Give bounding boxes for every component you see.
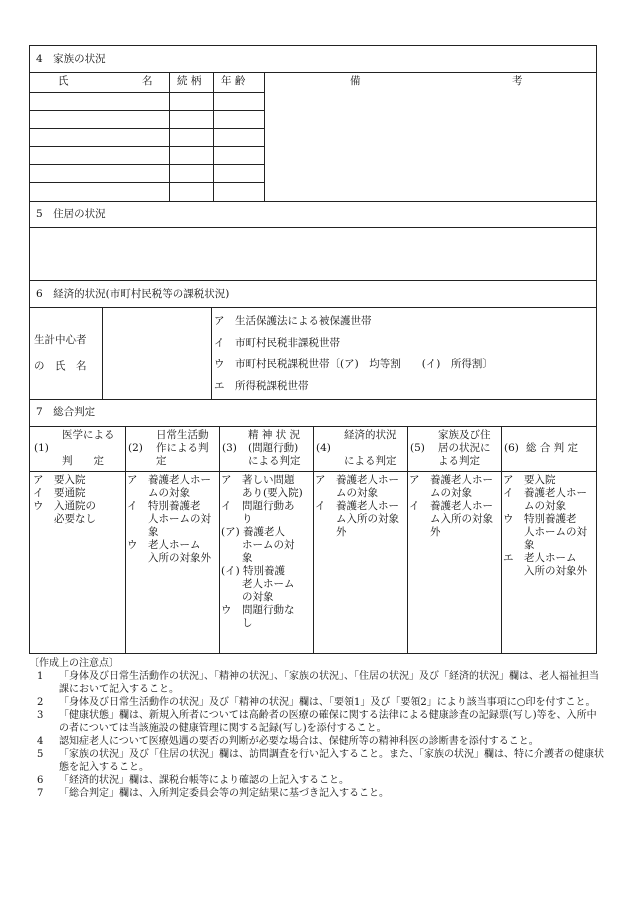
divider bbox=[30, 201, 596, 202]
judgment-col1-number: (1) bbox=[34, 442, 49, 454]
note-text: 「身体及び日常生活動作の状況」、「精神の状況」、「家族の状況」、「住居の状況」及び「経済的状況」欄は、老人福祉担当課において記入すること。 bbox=[59, 671, 599, 695]
economic-option-b[interactable]: イ 市町村民税非課税世帯 bbox=[214, 337, 340, 349]
divider bbox=[30, 182, 264, 183]
family-row-name[interactable] bbox=[34, 94, 164, 108]
divider bbox=[30, 307, 596, 308]
divider bbox=[30, 280, 596, 281]
divider bbox=[102, 307, 103, 399]
judgment-col6-number: (6) bbox=[504, 442, 519, 454]
judgment-col6-head: 総 合 判 定 bbox=[526, 442, 579, 454]
note-item bbox=[29, 774, 604, 787]
judgment-section-title: 7 総合判定 bbox=[36, 406, 96, 418]
header-remarks-a: 備 bbox=[350, 75, 361, 87]
header-age: 年 齢 bbox=[221, 75, 246, 87]
note-number: 6 bbox=[37, 775, 44, 786]
economic-name-input[interactable] bbox=[106, 310, 208, 396]
note-item bbox=[29, 735, 604, 748]
family-row-age[interactable] bbox=[217, 112, 261, 126]
divider bbox=[219, 426, 220, 653]
note-text: 「経済的状況」欄は、課税台帳等により確認の上記入すること。 bbox=[59, 775, 349, 786]
economic-label-line1: 生計中心者 bbox=[34, 334, 87, 346]
judgment-col5-options: ア 養護老人ホー ムの対象 イ 養護老人ホー ム入所の対象 外 bbox=[409, 474, 493, 538]
divider bbox=[211, 307, 212, 399]
note-item bbox=[29, 696, 604, 709]
family-row-age[interactable] bbox=[217, 184, 261, 198]
note-number: 3 bbox=[37, 710, 44, 721]
judgment-col4-number: (4) bbox=[316, 442, 331, 454]
economic-section-title: 6 経済的状況(市町村民税等の課税状況) bbox=[36, 288, 230, 300]
notes-section bbox=[29, 657, 604, 800]
form-frame bbox=[29, 45, 597, 654]
note-number: 2 bbox=[37, 697, 44, 708]
judgment-col2-head: 定 bbox=[156, 455, 167, 467]
family-row-age[interactable] bbox=[217, 130, 261, 144]
note-text: 「健康状態」欄は、新規入所者については高齢者の医療の確保に関する法律による健康診査の記録票(写し)等を、入所中の者については当該施設の健康管理に関する記録(写し)を添付すること。 bbox=[59, 710, 597, 734]
family-row-relation[interactable] bbox=[173, 130, 209, 144]
divider bbox=[30, 146, 264, 147]
family-row-name[interactable] bbox=[34, 112, 164, 126]
note-number: 4 bbox=[37, 736, 44, 747]
notes-title: 〔作成上の注意点〕 bbox=[29, 658, 119, 669]
judgment-col4-head: 経済的状況 bbox=[344, 429, 397, 441]
divider bbox=[313, 426, 314, 653]
judgment-col2-head: 作による判 bbox=[156, 442, 209, 454]
economic-option-a[interactable]: ア 生活保護法による被保護世帯 bbox=[214, 315, 372, 327]
note-number: 5 bbox=[37, 749, 44, 760]
judgment-col5-head: よる判定 bbox=[438, 455, 480, 467]
divider bbox=[30, 399, 596, 400]
note-text: 「家族の状況」及び「住居の状況」欄は、訪問調査を行い記入すること。また、「家族の状況」欄は、特に介護者の健康状態を記入すること。 bbox=[59, 749, 604, 773]
economic-label-line2: の 氏 名 bbox=[34, 360, 87, 372]
note-text: 「身体及び日常生活動作の状況」及び「精神の状況」欄は、「要領1」及び「要領2」により該当事項に○印を付すこと。 bbox=[59, 697, 596, 708]
judgment-col3-head: による判定 bbox=[248, 455, 301, 467]
residence-section-title: 5 住居の状況 bbox=[36, 208, 106, 220]
divider bbox=[30, 110, 264, 111]
family-row-age[interactable] bbox=[217, 148, 261, 162]
judgment-col3-head: (問題行動) bbox=[248, 442, 299, 454]
judgment-col5-head: 居の状況に bbox=[438, 442, 491, 454]
family-row-name[interactable] bbox=[34, 130, 164, 144]
judgment-col1-head: 判 定 bbox=[62, 455, 104, 467]
judgment-col3-number: (3) bbox=[222, 442, 237, 454]
judgment-col6-options: ア 要入院 イ 養護老人ホー ムの対象 ウ 特別養護老 人ホームの対 象 エ 老人ホーム 入所の対象外 bbox=[503, 474, 587, 577]
note-item bbox=[29, 709, 604, 735]
divider bbox=[30, 92, 264, 93]
family-row-age[interactable] bbox=[217, 94, 261, 108]
judgment-col5-head: 家族及び住 bbox=[438, 429, 491, 441]
note-number: 7 bbox=[37, 788, 44, 799]
judgment-col4-head: による判定 bbox=[344, 455, 397, 467]
divider bbox=[30, 128, 264, 129]
family-row-relation[interactable] bbox=[173, 166, 209, 180]
note-item bbox=[29, 670, 604, 696]
judgment-col5-number: (5) bbox=[410, 442, 425, 454]
family-row-relation[interactable] bbox=[173, 184, 209, 198]
judgment-col2-number: (2) bbox=[128, 442, 143, 454]
family-row-name[interactable] bbox=[34, 184, 164, 198]
header-remarks-b: 考 bbox=[512, 75, 523, 87]
family-row-name[interactable] bbox=[34, 166, 164, 180]
header-name-a: 氏 bbox=[58, 75, 69, 87]
economic-option-d[interactable]: エ 所得税課税世帯 bbox=[214, 380, 309, 392]
family-row-name[interactable] bbox=[34, 148, 164, 162]
family-section-title: 4 家族の状況 bbox=[36, 53, 106, 65]
judgment-col1-head: 医学による bbox=[62, 429, 115, 441]
family-row-relation[interactable] bbox=[173, 94, 209, 108]
judgment-col2-options: ア 養護老人ホー ムの対象 イ 特別養護老 人ホームの対 象 ウ 老人ホーム 入所の対象外 bbox=[127, 474, 211, 564]
family-row-relation[interactable] bbox=[173, 112, 209, 126]
divider bbox=[125, 426, 126, 653]
divider bbox=[501, 426, 502, 653]
note-number: 1 bbox=[37, 671, 44, 682]
judgment-col3-head: 精 神 状 況 bbox=[248, 429, 301, 441]
header-name-b: 名 bbox=[142, 75, 153, 87]
family-row-relation[interactable] bbox=[173, 148, 209, 162]
note-text: 「総合判定」欄は、入所判定委員会等の判定結果に基づき記入すること。 bbox=[59, 788, 389, 799]
divider bbox=[264, 72, 265, 201]
family-row-age[interactable] bbox=[217, 166, 261, 180]
divider bbox=[407, 426, 408, 653]
note-item bbox=[29, 787, 604, 800]
divider bbox=[30, 227, 596, 228]
note-item bbox=[29, 748, 604, 774]
divider bbox=[30, 164, 264, 165]
header-relation: 続 柄 bbox=[177, 75, 202, 87]
judgment-col1-options: ア 要入院 イ 要通院 ウ 入通院の 必要なし bbox=[33, 474, 96, 525]
judgment-col4-options: ア 養護老人ホー ムの対象 イ 養護老人ホー ム入所の対象 外 bbox=[315, 474, 399, 538]
residence-content-area[interactable] bbox=[34, 230, 592, 276]
divider bbox=[30, 72, 596, 73]
economic-option-c[interactable]: ウ 市町村民税課税世帯〔(ア) 均等割 (イ) 所得割〕 bbox=[214, 358, 493, 370]
note-text: 認知症老人について医療処遇の要否の判断が必要な場合は、保健所等の精神科医の診断書を添付すること。 bbox=[59, 736, 539, 747]
judgment-col3-options: ア 著しい問題 あり(要入院) イ 問題行動あ り (ア) 養護老人 ホームの対 象 (イ) 特別養護 老人ホーム の対象 ウ 問題行動な し bbox=[221, 474, 303, 629]
family-remarks-area[interactable] bbox=[268, 94, 592, 198]
judgment-col2-head: 日常生活動 bbox=[156, 429, 209, 441]
